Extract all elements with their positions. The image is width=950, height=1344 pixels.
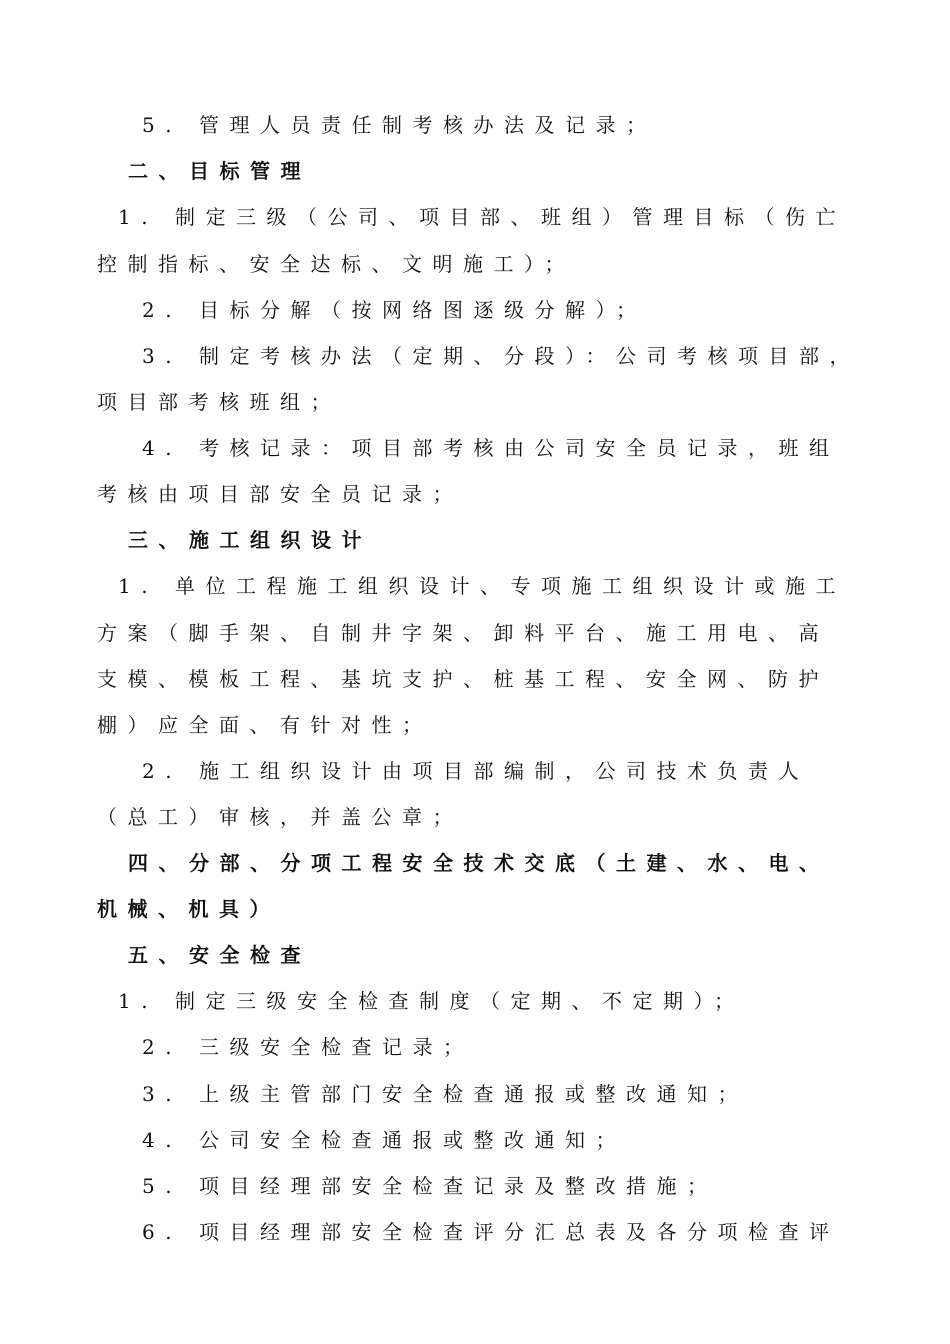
- item-5-project-inspection-record: 5. 项目经理部安全检查记录及整改措施；: [142, 1174, 718, 1198]
- item-4-assessment-record-cont: 考核由项目部安全员记录；: [97, 482, 463, 506]
- item-5-management-responsibility: 5. 管理人员责任制考核办法及记录；: [142, 113, 657, 137]
- item-1-construction-design-cont-2: 支模、模板工程、基坑支护、桩基工程、安全网、防护: [97, 667, 829, 691]
- item-6-score-summary: 6. 项目经理部安全检查评分汇总表及各分项检查评: [142, 1220, 840, 1244]
- heading-safety-inspection: 五、安全检查: [128, 943, 311, 967]
- item-2-target-decomposition: 2. 目标分解（按网络图逐级分解）；: [142, 298, 647, 322]
- item-1-construction-design-cont-3: 棚）应全面、有针对性；: [97, 713, 433, 737]
- item-3-superior-notice: 3. 上级主管部门安全检查通报或整改通知；: [142, 1082, 748, 1106]
- heading-target-management: 二、目标管理: [128, 159, 311, 183]
- item-1-three-level-targets: 1. 制定三级（公司、项目部、班组）管理目标（伤亡: [118, 205, 846, 229]
- heading-technical-disclosure-cont: 机械、机具）: [97, 897, 280, 921]
- heading-construction-design: 三、施工组织设计: [128, 528, 372, 552]
- item-3-assessment-method-cont: 项目部考核班组；: [97, 390, 341, 414]
- item-1-construction-design-cont-1: 方案（脚手架、自制井字架、卸料平台、施工用电、高: [97, 621, 829, 645]
- heading-technical-disclosure: 四、分部、分项工程安全技术交底（土建、水、电、: [128, 851, 830, 875]
- item-1-inspection-system: 1. 制定三级安全检查制度（定期、不定期）；: [118, 989, 745, 1013]
- item-1-construction-design: 1. 单位工程施工组织设计、专项施工组织设计或施工: [118, 574, 846, 598]
- item-2-inspection-record: 2. 三级安全检查记录；: [142, 1035, 474, 1059]
- item-4-assessment-record: 4. 考核记录：项目部考核由公司安全员记录，班组: [142, 436, 840, 460]
- item-1-three-level-targets-cont: 控制指标、安全达标、文明施工）；: [97, 252, 575, 276]
- item-2-design-compilation-cont: （总工）审核，并盖公章；: [97, 805, 463, 829]
- item-2-design-compilation: 2. 施工组织设计由项目部编制，公司技术负责人: [142, 759, 809, 783]
- item-3-assessment-method: 3. 制定考核办法（定期、分段）：公司考核项目部，: [142, 344, 860, 368]
- item-4-company-notice: 4. 公司安全检查通报或整改通知；: [142, 1128, 626, 1152]
